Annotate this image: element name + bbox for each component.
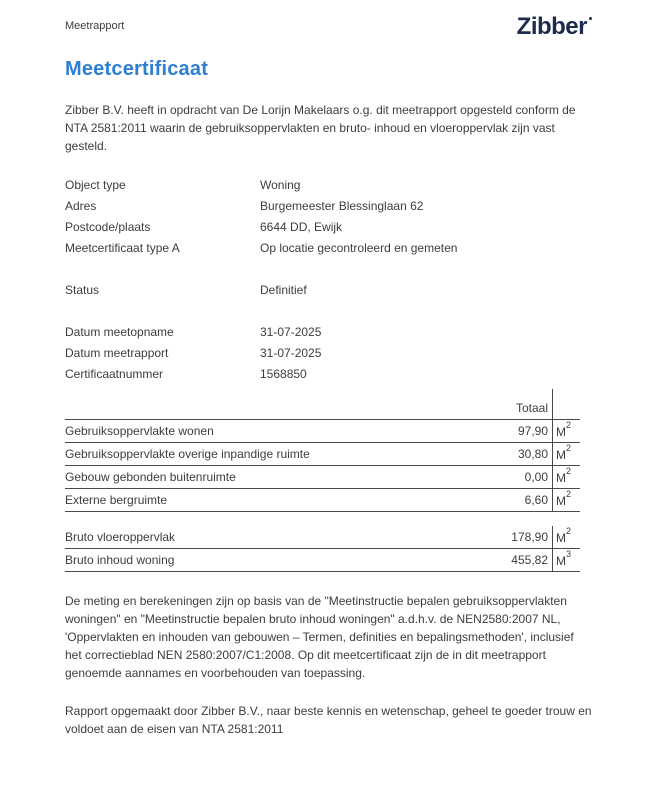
detail-row xyxy=(65,174,592,195)
measurement-unit: $M^2$ xyxy=(552,420,580,442)
surface-measurements-table xyxy=(65,389,580,512)
detail-row xyxy=(65,237,592,258)
status-group xyxy=(65,279,592,300)
measurement-unit: $M^2$ xyxy=(552,526,580,548)
header-spacer xyxy=(65,415,462,419)
table-header-row xyxy=(65,389,580,420)
detail-label: Datum meetopname xyxy=(65,324,174,339)
detail-value: Op locatie gecontroleerd en gemeten xyxy=(260,240,458,255)
table-row xyxy=(65,443,580,466)
detail-value: Definitief xyxy=(260,282,307,297)
dates-group xyxy=(65,321,592,384)
detail-row xyxy=(65,279,592,300)
detail-row xyxy=(65,342,592,363)
measurement-label: Externe bergruimte xyxy=(65,493,168,508)
detail-label: Meetcertificaat type A xyxy=(65,240,180,255)
detail-row xyxy=(65,216,592,237)
page-header xyxy=(65,14,592,40)
detail-row xyxy=(65,195,592,216)
measurement-unit: $M^3$ xyxy=(552,549,580,571)
logo-dot-icon xyxy=(589,17,592,20)
intro-paragraph: Zibber B.V. heeft in opdracht van De Lorijn Makelaars o.g. dit meetrapport opgesteld conform de NTA 2581:2011 waarin de gebruiksoppervlakten en bruto- inhoud en vloeroppervlak zijn vast gesteld. xyxy=(65,103,576,154)
measurement-label: Gebruiksoppervlakte wonen xyxy=(65,424,214,439)
table-row xyxy=(65,420,580,443)
detail-label: Certificaatnummer xyxy=(65,366,164,381)
zibber-logo-text: Zibber xyxy=(516,13,587,40)
zibber-logo xyxy=(517,14,592,40)
detail-row xyxy=(65,321,592,342)
measurement-value: 97,90 xyxy=(517,424,548,439)
detail-value: 6644 DD, Ewijk xyxy=(260,219,343,234)
document-type-label: Meetrapport xyxy=(65,20,125,32)
table-row xyxy=(65,526,580,549)
methodology-paragraph: De meting en berekeningen zijn op basis van de "Meetinstructie bepalen gebruiksoppervlakten woningen" en "Meetinstructie bepalen bruto inhoud woningen" a.d.h.v. de NEN2580:2007 NL, 'Oppervlakten en inhouden van gebouwen – Termen, definities en bepalingsmethoden', inclusief het correctieblad NEN 2580:2007/C1:2008. Op dit meetcertificaat zijn de in dit meetrapport genoemde aannames en voorbehouden van toepassing. xyxy=(65,594,574,681)
measurement-label: Bruto inhoud woning xyxy=(65,553,175,568)
measurement-value: 30,80 xyxy=(517,447,548,462)
detail-label: Postcode/plaats xyxy=(65,219,151,234)
object-details-group xyxy=(65,174,592,258)
volume-measurements-table xyxy=(65,526,580,572)
measurement-value: 0,00 xyxy=(524,470,548,485)
measurement-unit: $M^2$ xyxy=(552,466,580,488)
measurement-label: Gebruiksoppervlakte overige inpandige ruimte xyxy=(65,447,310,462)
unit-column-spacer xyxy=(552,389,580,419)
detail-label: Object type xyxy=(65,177,126,192)
table-row xyxy=(65,466,580,489)
measurement-label: Bruto vloeroppervlak xyxy=(65,530,176,545)
measurement-label: Gebouw gebonden buitenruimte xyxy=(65,470,236,485)
volume-rows xyxy=(65,526,580,572)
detail-row xyxy=(65,363,592,384)
measurement-value: 6,60 xyxy=(524,493,548,508)
detail-value: Woning xyxy=(260,177,301,192)
surface-rows xyxy=(65,420,580,512)
signoff-paragraph: Rapport opgemaakt door Zibber B.V., naar beste kennis en wetenschap, geheel te goeder trouw en voldoet aan de eisen van NTA 2581:2011 xyxy=(65,704,592,737)
detail-label: Datum meetrapport xyxy=(65,345,169,360)
detail-label: Adres xyxy=(65,198,97,213)
detail-value: 31-07-2025 xyxy=(260,345,322,360)
detail-value: 31-07-2025 xyxy=(260,324,322,339)
detail-value: Burgemeester Blessinglaan 62 xyxy=(260,198,424,213)
detail-value: 1568850 xyxy=(260,366,307,381)
measurement-value: 178,90 xyxy=(511,530,548,545)
measurement-unit: $M^2$ xyxy=(552,489,580,511)
table-row xyxy=(65,489,580,512)
page-title: Meetcertificaat xyxy=(65,58,209,81)
measurement-unit: $M^2$ xyxy=(552,443,580,465)
detail-label: Status xyxy=(65,282,100,297)
measurement-value: 455,82 xyxy=(511,553,548,568)
table-row xyxy=(65,549,580,572)
totaal-column-header: Totaal xyxy=(515,401,548,416)
